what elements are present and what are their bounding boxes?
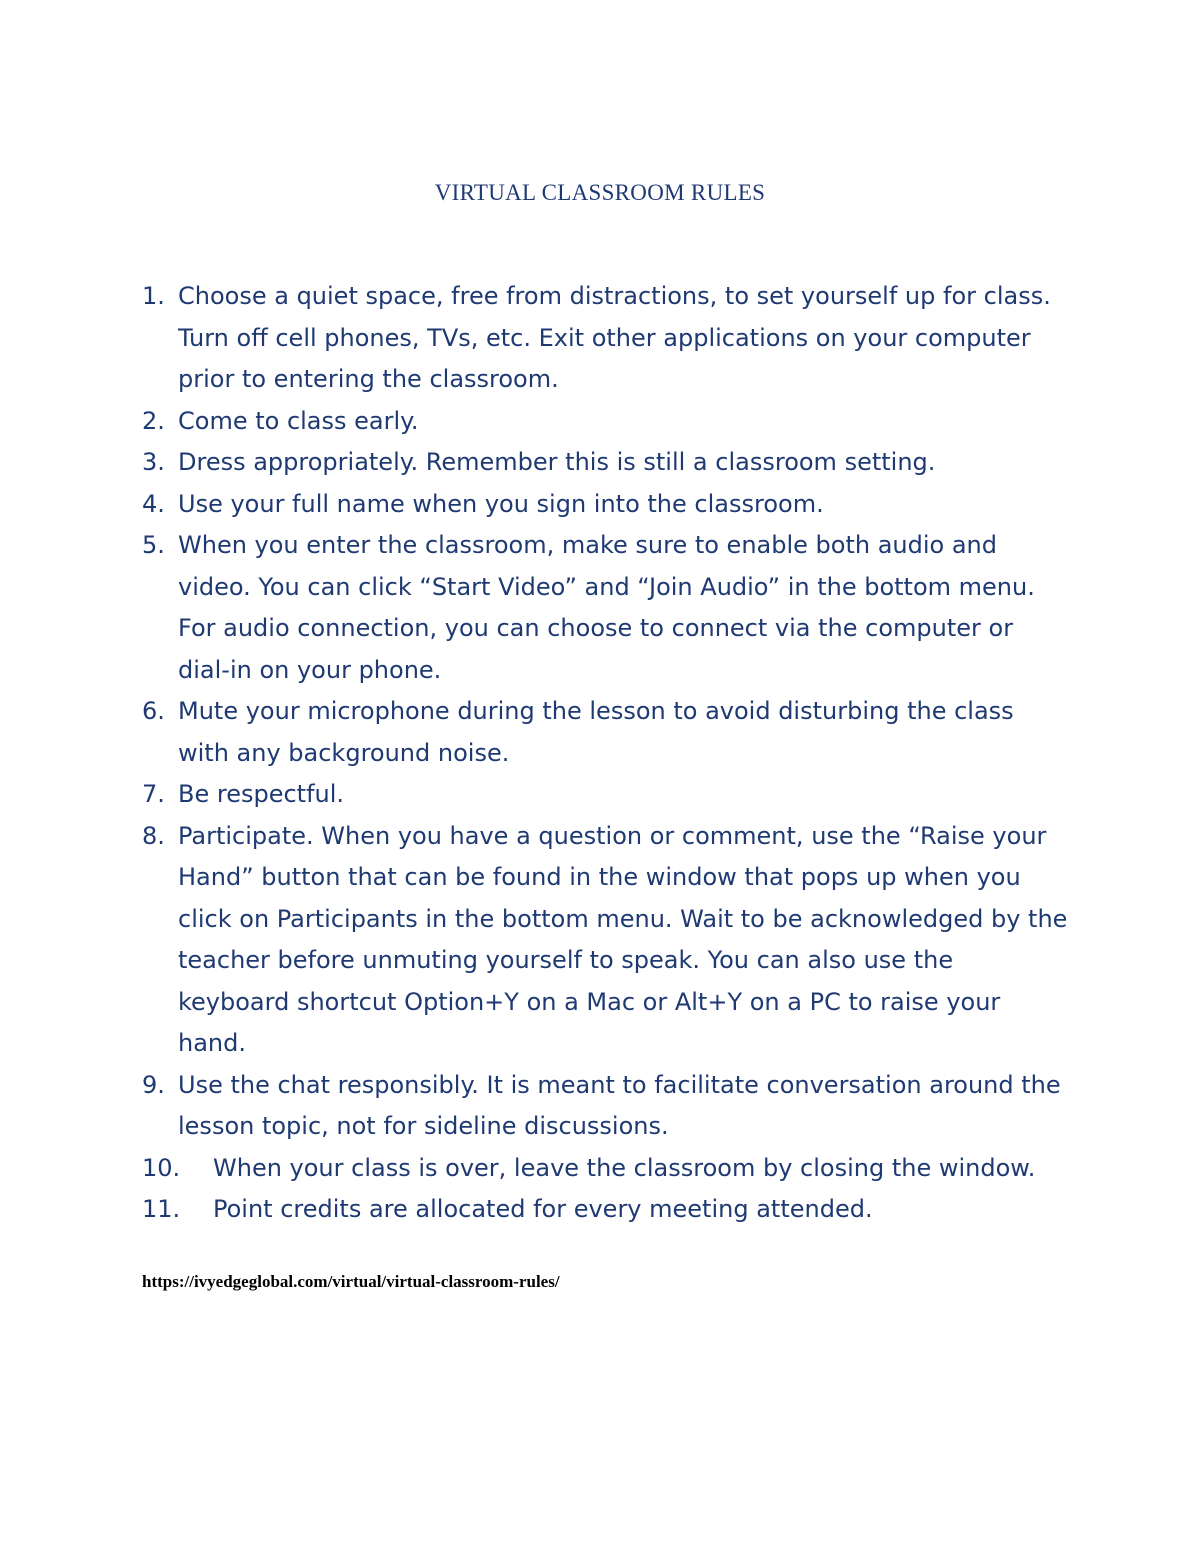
list-item-number: 9. (142, 1070, 165, 1099)
list-item-number: 2. (142, 406, 165, 435)
source-url: https://ivyedgeglobal.com/virtual/virtual-classroom-rules/ (142, 1272, 560, 1291)
list-item (142, 774, 1072, 816)
list-item (142, 401, 1072, 443)
list-item-number: 6. (142, 697, 165, 725)
list-item-text: Mute your microphone during the lesson to avoid disturbing the class with any background noise. (178, 697, 1014, 767)
list-item-text: Use your full name when you sign into the classroom. (178, 489, 824, 518)
list-item-number: 7. (142, 780, 165, 808)
list-item-text: Participate. When you have a question or comment, use the “Raise your Hand” button that can be found in the window that pops up when you click on Participants in the bottom menu. Wait to be acknowledged by the teacher before unmuting yourself to speak. You can also use the keyboard shortcut Option+Y on a Mac or Alt+Y on a PC to raise your hand. (178, 821, 1068, 1057)
list-item-text: Point credits are allocated for every meeting attended. (213, 1195, 873, 1223)
list-item-text: Use the chat responsibly. It is meant to facilitate conversation around the lesson topic, not for sideline discussions. (178, 1070, 1061, 1140)
list-item (142, 484, 1072, 526)
list-item-number: 8. (142, 821, 165, 850)
list-item (142, 1065, 1072, 1148)
list-item (142, 525, 1072, 691)
list-item-number: 1. (142, 282, 165, 310)
list-item-text: Choose a quiet space, free from distractions, to set yourself up for class. Turn off cell phones, TVs, etc. Exit other applications on your computer prior to entering the classroom. (178, 282, 1051, 393)
list-item-number: 11. (142, 1195, 181, 1223)
list-item-number: 4. (142, 489, 165, 518)
list-item-number: 10. (142, 1153, 181, 1182)
list-item-text: Come to class early. (178, 406, 419, 435)
list-item-text: When you enter the classroom, make sure to enable both audio and video. You can click “Start Video” and “Join Audio” in the bottom menu. For audio connection, you can choose to connect via the computer or dial-in on your phone. (178, 531, 1035, 684)
list-item-text: Be respectful. (178, 780, 345, 808)
list-item-text: When your class is over, leave the classroom by closing the window. (213, 1153, 1036, 1182)
list-item (142, 1189, 1072, 1231)
list-item (142, 276, 1072, 401)
list-item-number: 3. (142, 448, 165, 476)
list-item-number: 5. (142, 531, 165, 559)
list-item (142, 442, 1072, 484)
list-item-text: Dress appropriately. Remember this is still a classroom setting. (178, 448, 936, 476)
list-item (142, 1148, 1072, 1190)
page-title: VIRTUAL CLASSROOM RULES (434, 180, 766, 205)
list-item (142, 691, 1072, 774)
list-item (142, 816, 1072, 1065)
rules-list (142, 276, 1072, 1231)
